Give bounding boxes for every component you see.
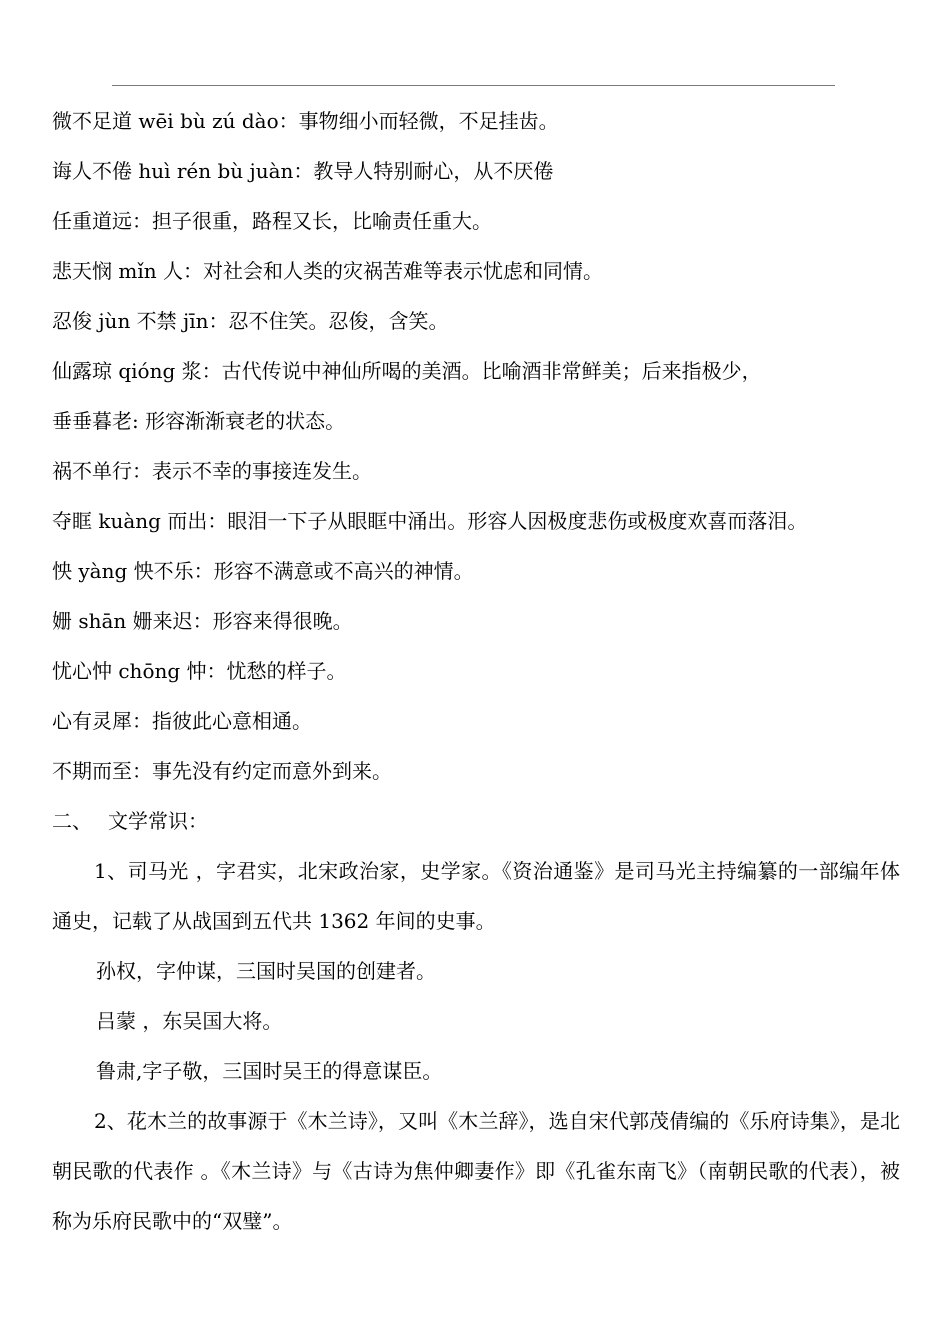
idiom-entry: 垂垂暮老: 形容渐渐衰老的状态。 [52,409,346,433]
idiom-entry: 夺眶 kuàng 而出：眼泪一下子从眼眶中涌出。形容人因极度悲伤或极度欢喜而落泪。 [52,509,808,533]
idiom-entry: 诲人不倦 huì rén bù juàn：教导人特别耐心，从不厌倦 [52,159,554,183]
section-heading [52,796,900,846]
literature-sub-item: 孙权，字仲谋，三国时吴国的创建者。 [96,959,436,983]
idiom-entry: 心有灵犀：指彼此心意相通。 [52,709,312,733]
literature-sub-item: 鲁肃,字子敬，三国时吴王的得意谋臣。 [96,1059,443,1083]
idiom-entry: 祸不单行：表示不幸的事接连发生。 [52,459,372,483]
idiom-entry: 忍俊 jùn 不禁 jīn：忍不住笑。忍俊，含笑。 [52,309,449,333]
header-rule [112,85,835,86]
idiom-entry: 微不足道 wēi bù zú dào：事物细小而轻微，不足挂齿。 [52,109,559,133]
literature-item-1: 1、司马光 ，字君实，北宋政治家，史学家。《资治通鉴》是司马光主持编纂的一部编年体通史，记载了从战国到五代共 1362 年间的史事。 [52,859,900,933]
idiom-entry: 怏 yàng 怏不乐：形容不满意或不高兴的神情。 [52,559,474,583]
section-title: 文学常识： [108,809,208,833]
idiom-entry: 悲天悯 mǐn 人：对社会和人类的灾祸苦难等表示忧虑和同情。 [52,259,603,283]
idiom-entry: 忧心忡 chōng 忡：忧愁的样子。 [52,659,347,683]
section-number: 二、 [52,809,92,833]
idiom-entry: 任重道远：担子很重，路程又长，比喻责任重大。 [52,209,492,233]
idiom-entry: 仙露琼 qióng 浆：古代传说中神仙所喝的美酒。比喻酒非常鲜美；后来指极少， [52,359,762,383]
literature-item-2: 2、花木兰的故事源于《木兰诗》，又叫《木兰辞》，选自宋代郭茂倩编的《乐府诗集》，是北朝民歌的代表作 。《木兰诗》与《古诗为焦仲卿妻作》即《孔雀东南飞》（南朝民歌的代表），被称为乐府民歌中的“双璧”。 [52,1109,900,1233]
literature-sub-item: 吕蒙 ，东吴国大将。 [96,1009,283,1033]
document-body [52,96,900,1246]
idiom-entry: 不期而至：事先没有约定而意外到来。 [52,759,392,783]
idiom-entry: 姗 shān 姗来迟：形容来得很晚。 [52,609,353,633]
